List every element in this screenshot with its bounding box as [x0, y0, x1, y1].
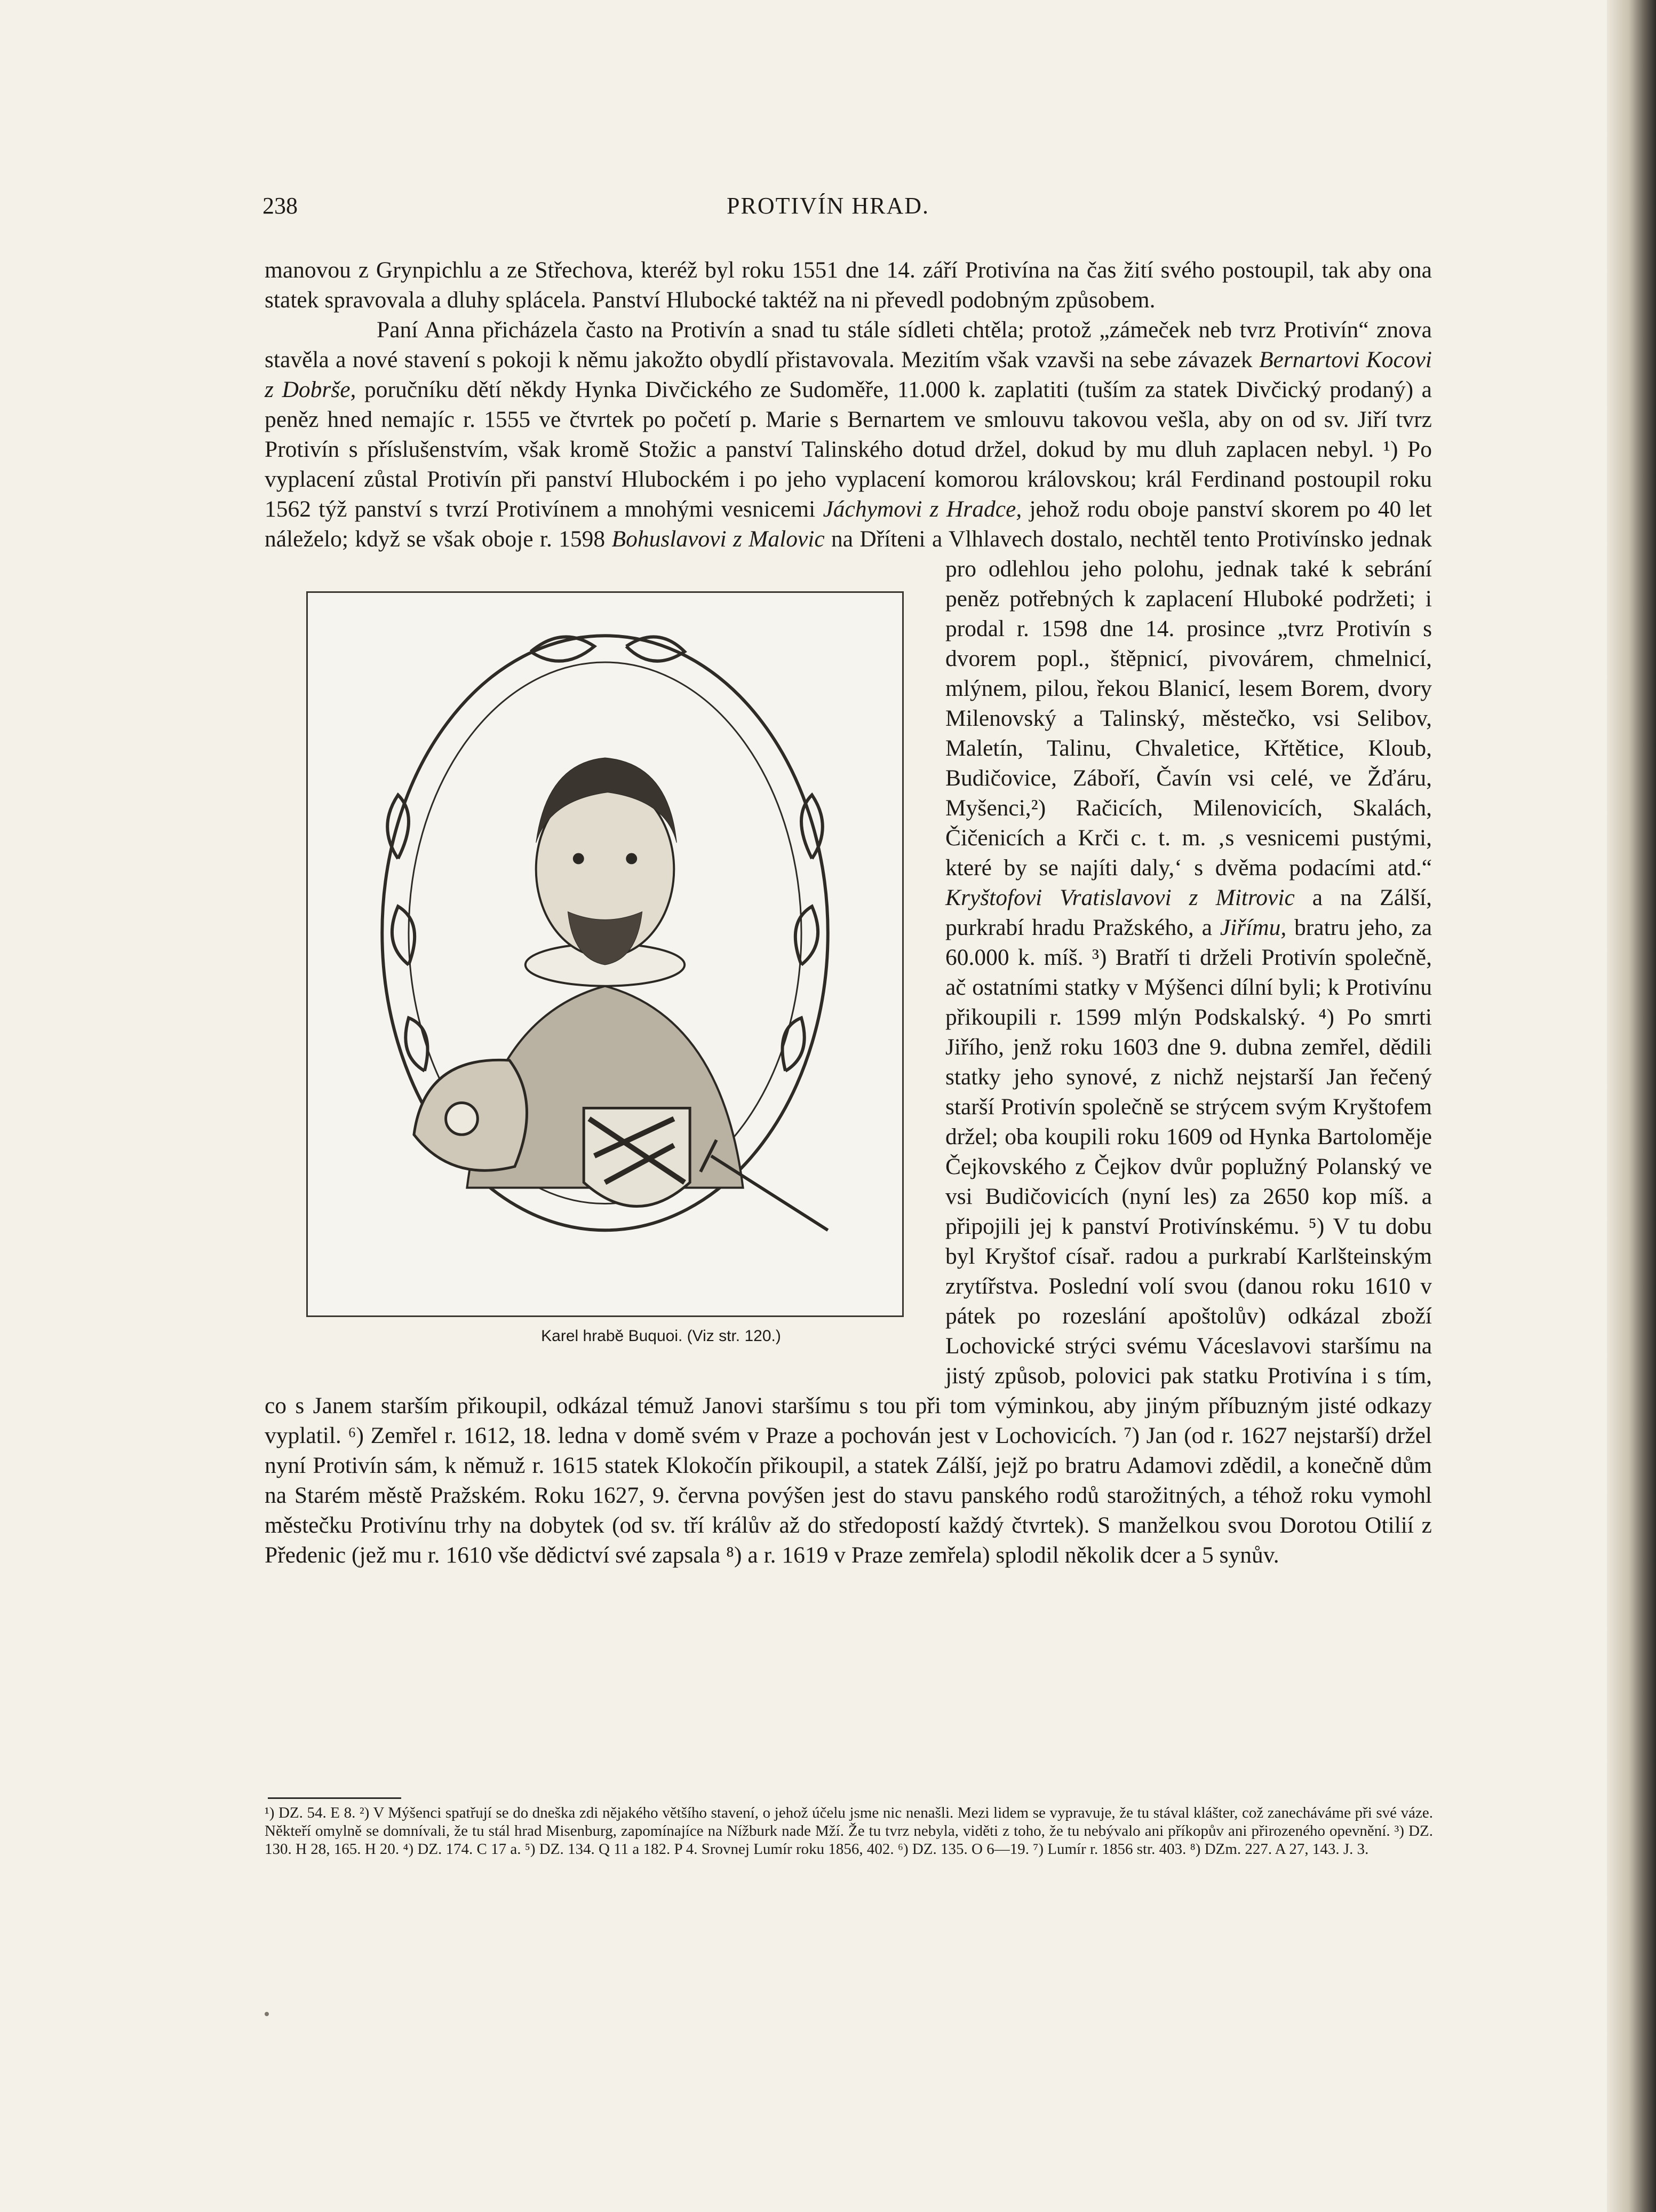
text-run: jehož rodu oboje panství skorem po 40 let náleželo; když se však oboje r. 1598	[265, 496, 1432, 552]
paragraph-2	[265, 315, 1432, 1570]
page-edge-shadow	[1607, 0, 1656, 2212]
portrait-frame	[306, 591, 904, 1317]
main-text	[265, 255, 1432, 1570]
text-run: bratru jeho, za 60.000 k. míš. ³) Bratří ti drželi Protivín společně, ač ostatními statky v Mýšenci dílní byli; k Protivínu přikoupili r. 1599 mlýn Podskalský. ⁴) Po smrti Jiřího, jenž roku 1603 dne 9. dubna zemřel, dědili statky jeho synové, z nichž nejstarší Jan řečený starší Protivín společně se strýcem svým Kryštofem držel; oba koupili roku 1609 od Hynka Bartoloměje Čejkovského z Čejkov dvůr poplužný Polanský ve vsi Budičovicích (nyní les) za 2650 kop míš. a připojili jej k panství Protivínskému. ⁵) V tu dobu byl Kryštof císař. radou a purkrabí Karlšteinským zrytířstva. Poslední volí svou (danou roku 1610 v pátek po rozeslání apoštolův) odkázal zboží Lochovické strýci svému Váceslavovi staršímu na jistý způsob, polovici pak statku Protivína i s tím, co s Janem starším přikoupil, odkázal témuž Janovi staršímu s tou při tom výminkou, aby jiným příbuzným jisté odkazy vyplatil. ⁶) Zemřel r. 1612, 18. ledna v domě svém v Praze a pochován jest v Lochovicích. ⁷) Jan (od r. 1627 nejstarší) držel nyní Protivín sám, k němuž r. 1615 statek Klokočín přikoupil, a statek Zálší, jejž po bratru Adamovi zdědil, a konečně dům na Starém městě Pražském. Roku 1627, 9. června povýšen jest do stavu panského rodů starožitných, a téhož roku vymohl městečku Protivínu trhy na dobytek (od sv. tří králův až do středopostí každý čtvrtek). S manželkou svou Dorotou Otilií z Předenic (jež mu r. 1610 vše dědictví své zapsala ⁸) a r. 1619 v Praze zemřela) splodil několik dcer a 5 synův.	[265, 915, 1432, 1568]
text-run: poručníku dětí někdy Hynka Divčického ze Sudoměře, 11.000 k. zaplatiti (tuším za statek Divčický prodaný) a peněz hned nemajíc r. 1555 ve čtvrtek po početí p. Marie s Bernartem ve smlouvu takovou vešla, aby on od sv. Jiří tvrz Protivín s příslušenstvím, však kromě Stožic a panství Talinského dotud držel, dokud by mu dluh zaplacen nebyl. ¹) Po vyplacení zůstal Protivín při panství Hlubockém i po jeho vyplacení komorou královskou; král Ferdinand postoupil roku 1562 týž panství s tvrzí Protivínem a mnohými vesnicemi	[265, 377, 1432, 522]
footnote-text: ¹) DZ. 54. E 8. ²) V Mýšenci spatřují se do dneška zdi nějakého většího stavení, o jehož účelu jsme nic nenašli. Mezi lidem se vypravuje, že tu stával klášter, což zanecháváme při své váze. Někteří omylně se domnívali, že tu stál hrad Misenburg, zapomínajíce na Nížburk nade Mží. Že tu tvrz nebyla, viděti z toho, že tu nebývalo ani příkopův ani přirozeného opevnění. ³) DZ. 130. H 28, 165. H 20. ⁴) DZ. 174. C 17 a. ⁵) DZ. 134. Q 11 a 182. P 4. Srovnej Lumír roku 1856, 402. ⁶) DZ. 135. O 6—19. ⁷) Lumír r. 1856 str. 403. ⁸) DZm. 227. A 27, 143. J. 3.	[265, 1804, 1433, 1858]
text-run: na Dříteni a Vlhlavech dostalo, nechtěl tento	[824, 526, 1257, 552]
portrait-engraving	[308, 593, 902, 1315]
page-number: 238	[262, 193, 298, 219]
person-name: Jáchymovi z Hradce,	[823, 496, 1022, 522]
person-name: Bernartovi Kocovi z Dobrše,	[265, 347, 1432, 402]
text-run: a na Zálší, purkrabí hradu Pražského, a	[945, 885, 1432, 940]
coat-of-arms-icon	[584, 1108, 690, 1206]
paragraph-1: manovou z Grynpichlu a ze Střechova, kteréž byl roku 1551 dne 14. září Protivína na čas žití svého postoupil, tak aby ona statek spravovala a dluhy splácela. Panství Hlubocké taktéž na ni převedl podobným způsobem.	[265, 257, 1432, 313]
figure-caption: Karel hrabě Buquoi. (Viz str. 120.)	[541, 1327, 781, 1345]
page-header	[0, 192, 1656, 224]
ink-speck	[265, 2012, 269, 2016]
footnotes	[265, 1804, 1433, 1858]
helmet-icon	[414, 1060, 527, 1170]
portrait-figure	[296, 591, 914, 1370]
text-run: Paní Anna přicházela často na Protivín a snad tu stále sídleti chtěla; protož „zámeček neb tvrz Protivín“ znova stavěla a nové stavení s pokoji k němu jakožto obydlí přistavovala. Mezitím však vzavši na sebe závazek	[265, 317, 1432, 372]
running-title: PROTIVÍN HRAD.	[727, 193, 929, 219]
person-name: Bohuslavovi z Malovic	[611, 526, 825, 552]
person-name: Jiřímu,	[1220, 915, 1287, 940]
text-run: Protivínsko jednak pro odlehlou jeho polohu, jednak také k sebrání peněz potřebných k zaplacení Hluboké podržeti; i prodal r. 1598 dne 14. prosince „tvrz Protivín s dvorem popl., štěpnicí, pivovárem, chmelnicí, mlýnem, pilou, řekou Blanicí, lesem Borem, dvory Milenovský a Talinský, městečko, vsi Selibov, Maletín, Talinu, Chvaletice, Křtětice, Kloub, Budičovice, Záboří, Čavín vsi celé, ve Žďáru, Myšenci,²) Račicích, Milenovicích, Skalách, Čičenicích a Krči c. t. m. ‚s vesnicemi pustými, které by se najíti daly,‘ s dvěma podacími atd.“	[945, 526, 1432, 881]
person-name: Kryštofovi Vratislavovi z Mitrovic	[945, 885, 1295, 910]
footnote-rule	[268, 1797, 401, 1799]
